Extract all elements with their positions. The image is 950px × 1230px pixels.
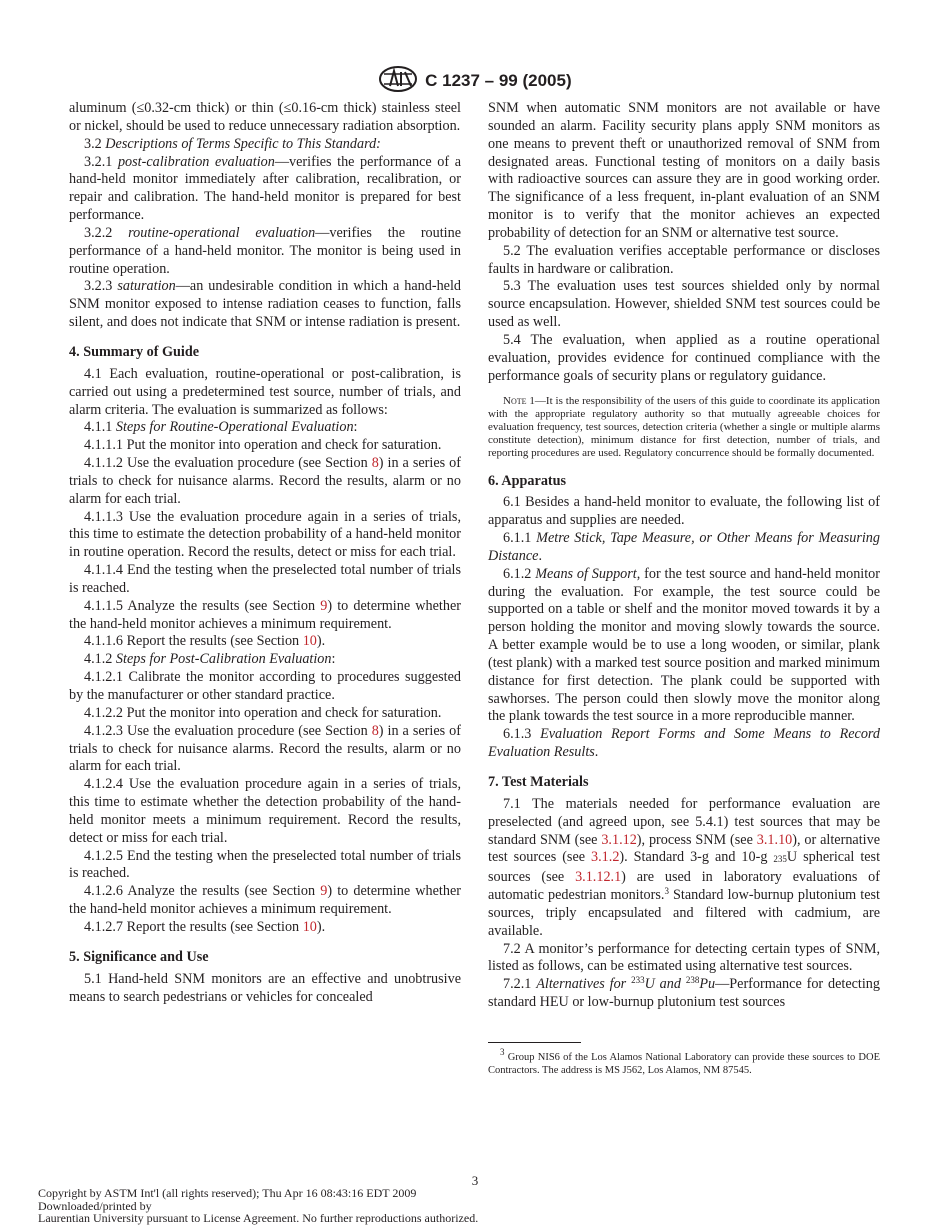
section-7-2-1: 7.2.1 Alternatives for $^{233}$U and $^{238}$Pu—Performance for detecting standard HEU or low-burnup plutonium test sources bbox=[488, 975, 880, 1011]
section-9-link[interactable]: 9 bbox=[320, 883, 328, 900]
paragraph: aluminum (≤0.32-cm thick) or thin (≤0.16-cm thick) stainless steel or nickel, should be used to reduce unnecessary radiation absorption. bbox=[69, 100, 461, 134]
section-3-1-12-link[interactable]: 3.1.12 bbox=[601, 831, 637, 848]
section-4-1-1-3: 4.1.1.3 Use the evaluation procedure again in a series of trials, this time to estimate the detection probability of a hand-held monitor in routine operation. Record the results, detect or miss for each trial. bbox=[69, 508, 461, 561]
section-4-1-2-1: 4.1.2.1 Calibrate the monitor according to procedures suggested by the manufacturer or other standard practice. bbox=[69, 669, 461, 703]
section-4-1-2-3: 4.1.2.3 Use the evaluation procedure (see Section 8) in a series of trials to check for nuisance alarms. Record the results, alarm or no alarm for each trial. bbox=[69, 722, 461, 775]
section-3-1-2-link[interactable]: 3.1.2 bbox=[591, 849, 620, 866]
section-10-link[interactable]: 10 bbox=[302, 633, 317, 650]
note-1: Note 1—It is the responsibility of the users of this guide to coordinate its application with the appropriate regulatory authority so that mutually agreeable choices for evaluation frequency, test sources, detection criteria (whether a single or multiple alarms constitute detection), minimum distance for first detection, number of trials, and reporting procedures are used. Regulatory concurrence should be formally documented. bbox=[488, 394, 880, 460]
section-6-1: 6.1 Besides a hand-held monitor to evaluate, the following list of apparatus and supplies are needed. bbox=[488, 494, 880, 529]
section-3-1-10-link[interactable]: 3.1.10 bbox=[756, 831, 793, 848]
heading-summary-of-guide: 4. Summary of Guide bbox=[69, 343, 200, 360]
footnote-divider bbox=[488, 1042, 581, 1043]
section-4-1-1-4: 4.1.1.4 End the testing when the preselected total number of trials is reached. bbox=[69, 562, 461, 596]
left-column bbox=[69, 100, 461, 1006]
section-5-2: 5.2 The evaluation verifies acceptable performance or discloses faults in hardware or calibration. bbox=[488, 242, 880, 277]
section-4-1-1-5: 4.1.1.5 Analyze the results (see Section 9) to determine whether the hand-held monitor achieves a minimum requirement. bbox=[69, 597, 461, 632]
section-9-link[interactable]: 9 bbox=[320, 597, 328, 614]
section-4-1-2-4: 4.1.2.4 Use the evaluation procedure again in a series of trials, this time to estimate whether the detection probability of the hand-held monitor meets a minimum requirement. Record the results, detect or miss for each trial. bbox=[69, 776, 461, 846]
section-6-1-1: 6.1.1 Metre Stick, Tape Measure, or Other Means for Measuring Distance. bbox=[488, 530, 880, 564]
heading-significance-and-use: 5. Significance and Use bbox=[69, 948, 209, 965]
astm-logo-icon bbox=[378, 66, 418, 92]
designation: C 1237 – 99 (2005) bbox=[425, 71, 572, 90]
footnote-ref[interactable]: 3 bbox=[664, 886, 669, 897]
section-4-1-1: 4.1.1 Steps for Routine-Operational Evaluation: bbox=[84, 419, 358, 436]
section-5-4: 5.4 The evaluation, when applied as a routine operational evaluation, provides evidence for continued compliance with the performance goals of security plans or regulatory guidance. bbox=[488, 331, 880, 384]
section-3-2: 3.2 Descriptions of Terms Specific to This Standard: bbox=[84, 135, 381, 152]
heading-test-materials: 7. Test Materials bbox=[488, 774, 589, 791]
section-4-1: 4.1 Each evaluation, routine-operational or post-calibration, is carried out using a predetermined test source, number of trials, and alarm criteria. The evaluation is summarized as follows: bbox=[69, 365, 461, 418]
section-4-1-2-2: 4.1.2.2 Put the monitor into operation and check for saturation. bbox=[84, 704, 442, 721]
copyright-line: Copyright by ASTM Int'l (all rights reserved); Thu Apr 16 08:43:16 EDT 2009 bbox=[38, 1186, 417, 1200]
section-3-2-2: 3.2.2 routine-operational evaluation—verifies the routine performance of a hand-held monitor. The monitor is being used in routine operation. bbox=[69, 224, 462, 277]
footnote: $^3$ Group NIS6 of the Los Alamos National Laboratory can provide these sources to DOE Contractors. The address is MS J562, Los Alamos, NM 87545. bbox=[488, 1046, 880, 1076]
section-4-1-1-1: 4.1.1.1 Put the monitor into operation and check for saturation. bbox=[84, 437, 442, 454]
copyright-notice bbox=[38, 1187, 478, 1225]
copyright-line: Laurentian University pursuant to License Agreement. No further reproductions authorized. bbox=[38, 1211, 479, 1226]
section-8-link[interactable]: 8 bbox=[371, 455, 379, 472]
section-7-2: 7.2 A monitor’s performance for detecting certain types of SNM, listed as follows, can be estimated using alternative test sources. bbox=[488, 940, 880, 975]
section-4-1-2-5: 4.1.2.5 End the testing when the preselected total number of trials is reached. bbox=[69, 847, 461, 882]
section-3-1-12-1-link[interactable]: 3.1.12.1 bbox=[575, 869, 622, 886]
section-6-1-2: 6.1.2 Means of Support, for the test source and hand-held monitor during the evaluation. For example, the test source could be supported on a table or shelf and the monitor moved towards it by a person holding the monitor and moving slowly towards the source. A better example would be to use a long wooden, or similar, plank (test plank) with a marked test source position and marked minimum distance for first detection. The plank could be supported with sawhorses. The person could then slowly move the monitor along the plank towards the test source in a more reproducible manner. bbox=[488, 565, 880, 725]
section-3-2-3: 3.2.3 saturation—an undesirable condition in which a hand-held SNM monitor exposed to intense radiation ceases to function, falls silent, and does not indicate that SNM or intense radiation is present. bbox=[69, 278, 461, 331]
section-10-link[interactable]: 10 bbox=[302, 918, 317, 935]
right-column bbox=[488, 100, 880, 1077]
page-number: 3 bbox=[471, 1173, 479, 1188]
section-4-1-1-6: 4.1.1.6 Report the results (see Section 10). bbox=[84, 633, 326, 650]
section-5-1: 5.1 Hand-held SNM monitors are an effective and unobtrusive means to search pedestrians or vehicles for concealed bbox=[69, 970, 461, 1005]
paragraph: SNM when automatic SNM monitors are not available or have sounded an alarm. Facility security plans apply SNM monitors as one means to prevent theft or unauthorized removal of SNM from designated areas. Functional testing of monitors on a daily basis with radioactive sources can assure they are in good working order. The significance of a less frequent, in-plant evaluation of an SNM monitor is to verify that the monitor achieves an expected probability of detection for an SNM or alternative test source. bbox=[488, 100, 880, 241]
section-5-3: 5.3 The evaluation uses test sources shielded only by normal source encapsulation. However, shielded SNM test sources could be used as well. bbox=[488, 278, 880, 331]
section-4-1-2-6: 4.1.2.6 Analyze the results (see Section 9) to determine whether the hand-held monitor achieves a minimum requirement. bbox=[69, 883, 461, 918]
copyright-line: Downloaded/printed by bbox=[38, 1198, 152, 1213]
section-3-2-1: 3.2.1 post-calibration evaluation—verifies the performance of a hand-held monitor immediately after calibration, recalibration, or repair and calibration. The hand-held monitor is prepared for best performance. bbox=[69, 153, 461, 224]
section-4-1-1-2: 4.1.1.2 Use the evaluation procedure (see Section 8) in a series of trials to check for nuisance alarms. Record the results, alarm or no alarm for each trial. bbox=[69, 455, 461, 507]
section-8-link[interactable]: 8 bbox=[371, 722, 379, 739]
page-header bbox=[0, 66, 950, 92]
section-4-1-2: 4.1.2 Steps for Post-Calibration Evaluation: bbox=[84, 651, 336, 668]
section-7-1: 7.1 The materials needed for performance evaluation are preselected (and agreed upon, see 5.4.1) test sources that may be standard SNM (see 3.1.12), process SNM (see 3.1.10), or alternative test sources (see 3.1.2). Standard 3-g and 10-g 235U spherical test sources (see 3.1.12.1) are used in laboratory evaluations of automatic pedestrian monitors.$^3$ Standard low-burnup plutonium test sources, triply encapsulated and filtered with cadmium, are available. bbox=[488, 795, 881, 939]
section-4-1-2-7: 4.1.2.7 Report the results (see Section 10). bbox=[84, 918, 326, 935]
heading-apparatus: 6. Apparatus bbox=[488, 472, 567, 489]
section-6-1-3: 6.1.3 Evaluation Report Forms and Some Means to Record Evaluation Results. bbox=[488, 726, 881, 761]
